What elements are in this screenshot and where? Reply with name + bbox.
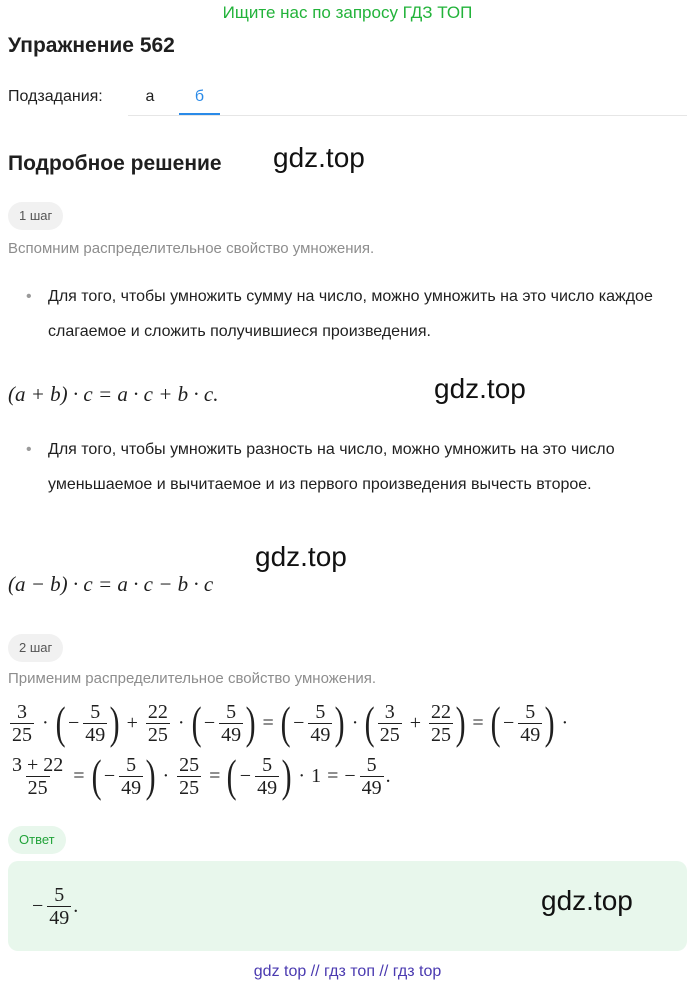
calculation-line-1: $\frac{3}{25}$ · ( − $\frac{5}{49}$ ) + $\frac{22}{25}$ · ( − $\frac{5}{49}$ ) = ( − $\frac{5}{49}$ ) · ( $\frac{3}{25}$ + $\frac{22}{25}$ ) = ( − $\frac{5}{49}$ ) · — [12, 697, 569, 748]
fraction: $\frac{5}{49}$ — [221, 700, 242, 746]
tab-subtask-b-active[interactable]: б — [179, 80, 220, 115]
fraction: $\frac{22}{25}$ — [147, 700, 168, 746]
answer-value: − $\frac{5}{49}$ . — [32, 883, 79, 929]
step-1-hint: Вспомним распределительное свойство умножения. — [8, 240, 375, 257]
subtasks-label: Подзадания: — [8, 88, 103, 105]
solution-heading: Подробное решение — [8, 152, 222, 175]
watermark: gdz.top — [273, 142, 365, 173]
watermark: gdz.top — [541, 885, 633, 916]
promo-banner[interactable]: Ищите нас по запросу ГДЗ ТОП — [222, 3, 473, 22]
watermark: gdz.top — [434, 373, 526, 404]
rule-difference-text: Для того, чтобы умножить разность на число, можно умножить на это число уменьшаемое и вычитаемое и из первого произведения вычесть второе. — [48, 441, 615, 493]
formula-difference: (a − b) · c = a · c − b · c — [8, 572, 214, 596]
tab-subtask-a[interactable]: а — [145, 88, 155, 105]
fraction: $\frac{5}{49}$ — [361, 753, 382, 799]
fraction: $\frac{25}{25}$ — [179, 753, 200, 799]
rule-sum-text: Для того, чтобы умножить сумму на число, можно умножить на это число каждое слагаемое и сложить получившиеся произведения. — [48, 288, 653, 340]
fraction: $\frac{3 + 22}{25}$ — [12, 753, 64, 799]
answer-chip: Ответ — [8, 826, 66, 854]
fraction: $\frac{22}{25}$ — [431, 700, 451, 746]
watermark: gdz.top — [255, 541, 347, 572]
fraction: $\frac{5}{49}$ — [310, 700, 331, 746]
tabs-divider — [128, 115, 687, 116]
fraction: $\frac{3}{25}$ — [379, 700, 400, 746]
fraction: $\frac{5}{49}$ — [85, 700, 106, 746]
fraction: $\frac{5}{49}$ — [49, 883, 70, 929]
fraction: $\frac{5}{49}$ — [520, 700, 541, 746]
fraction: $\frac{5}{49}$ — [257, 753, 278, 799]
page-title: Упражнение 562 — [8, 34, 175, 57]
step-2-hint: Применим распределительное свойство умножения. — [8, 670, 377, 687]
number-one: 1 — [311, 764, 322, 787]
formula-sum: (a + b) · c = a · c + b · c. — [8, 382, 219, 406]
step-2-chip: 2 шаг — [8, 634, 63, 662]
rule-sum-bullet: • Для того, чтобы умножить сумму на число, можно умножить на это число каждое слагаемое и сложить получившиеся произведения. — [26, 279, 686, 351]
step-1-chip: 1 шаг — [8, 202, 63, 230]
fraction: $\frac{3}{25}$ — [12, 700, 32, 746]
footer-links[interactable]: gdz top // гдз топ // гдз top — [253, 963, 442, 980]
rule-difference-bullet: • Для того, чтобы умножить разность на число, можно умножить на это число уменьшаемое и вычитаемое и из первого произведения вычесть второе. — [26, 432, 686, 540]
fraction: $\frac{5}{49}$ — [121, 753, 142, 799]
calculation-line-2: $\frac{3 + 22}{25}$ = ( − $\frac{5}{49}$ ) · $\frac{25}{25}$ = ( − $\frac{5}{49}$ ) · 1 = − $\frac{5}{49}$ . — [12, 750, 391, 801]
